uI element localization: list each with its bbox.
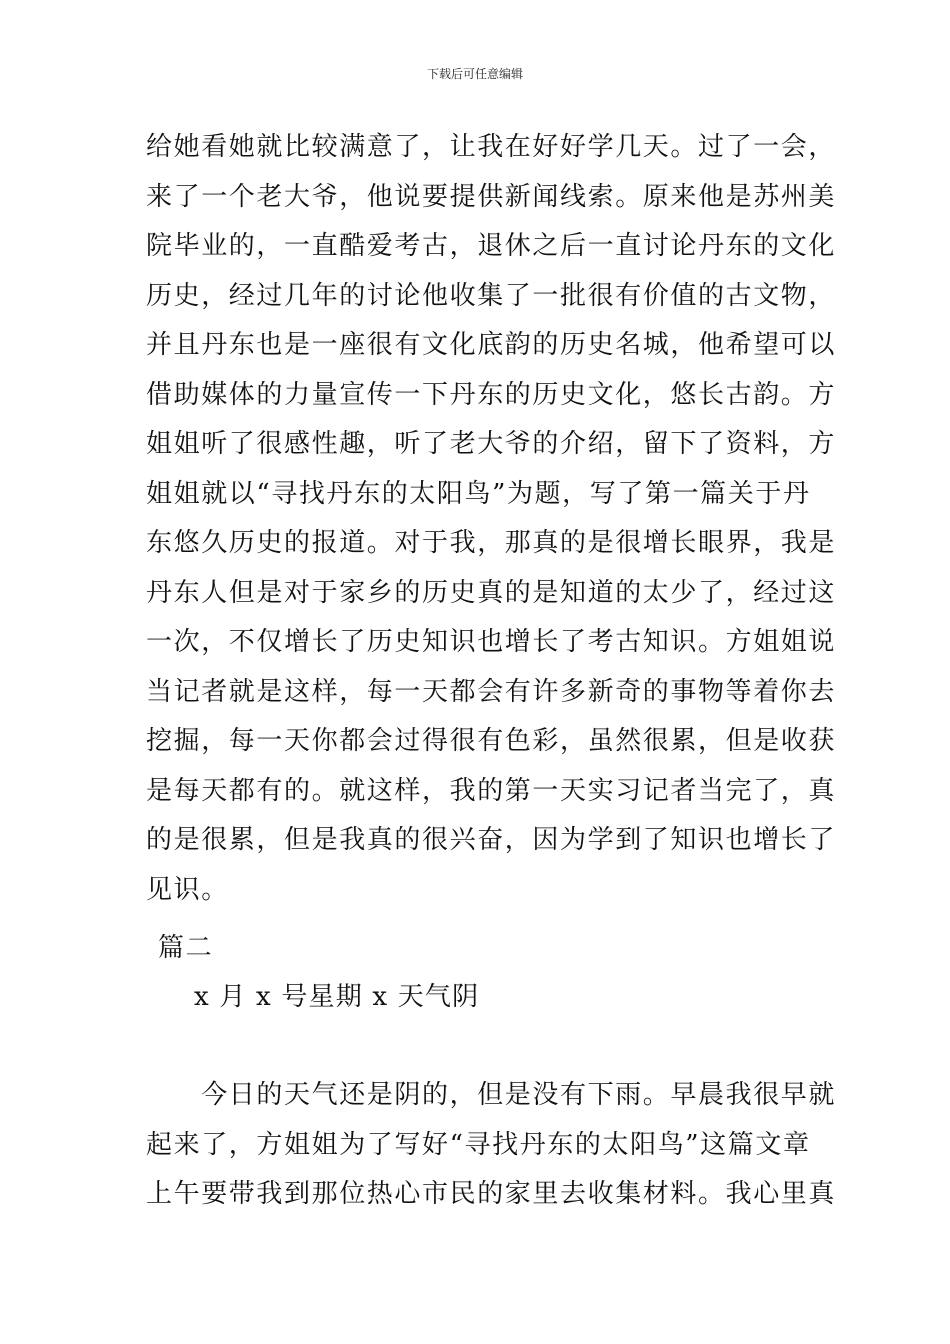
text-line: 姐姐听了很感性趣，听了老大爷的介绍，留下了资料，方	[146, 429, 837, 459]
page-header: 下载后可任意编辑	[426, 67, 523, 81]
text-line: 院毕业的，一直酷爱考古，退休之后一直讨论丹东的文化	[146, 231, 837, 261]
text-line: 的是很累，但是我真的很兴奋，因为学到了知识也增长了	[146, 825, 837, 855]
text-line: 是每天都有的。就这样，我的第一天实习记者当完了，真	[146, 775, 837, 806]
text-line: 丹东人但是对于家乡的历史真的是知道的太少了，经过这	[146, 577, 837, 608]
paragraph-1	[146, 123, 837, 915]
text-line: 历史，经过几年的讨论他收集了一批很有价值的古文物，	[146, 280, 837, 311]
text-line: 来了一个老大爷，他说要提供新闻线索。原来他是苏州美	[146, 181, 837, 212]
text-line: 见识。	[146, 874, 229, 905]
text-line: 借助媒体的力量宣传一下丹东的历史文化，悠长古韵。方	[146, 379, 837, 410]
section-heading: 篇二	[158, 933, 214, 963]
text-line: 姐姐就以“寻找丹东的太阳鸟”为题，写了第一篇关于丹	[146, 478, 811, 509]
text-line: 一次，不仅增长了历史知识也增长了考古知识。方姐姐说	[146, 627, 837, 657]
diary-date-line: x 月 x 号星期 x 天气阴	[194, 982, 480, 1012]
text-line: 起来了，方姐姐为了写好“寻找丹东的太阳鸟”这篇文章	[146, 1129, 811, 1160]
paragraph-2	[146, 1071, 837, 1220]
text-line: 给她看她就比较满意了，让我在好好学几天。过了一会，	[146, 132, 837, 162]
text-line: 今日的天气还是阴的，但是没有下雨。早晨我很早就	[146, 1080, 837, 1110]
text-line: 东悠久历史的报道。对于我，那真的是很增长眼界，我是	[146, 528, 837, 558]
text-line: 并且丹东也是一座很有文化底韵的历史名城，他希望可以	[146, 330, 837, 360]
text-line: 当记者就是这样，每一天都会有许多新奇的事物等着你去	[146, 676, 837, 707]
text-line: 挖掘，每一天你都会过得很有色彩，虽然很累，但是收获	[146, 726, 837, 756]
text-line: 上午要带我到那位热心市民的家里去收集材料。我心里真	[146, 1179, 837, 1209]
